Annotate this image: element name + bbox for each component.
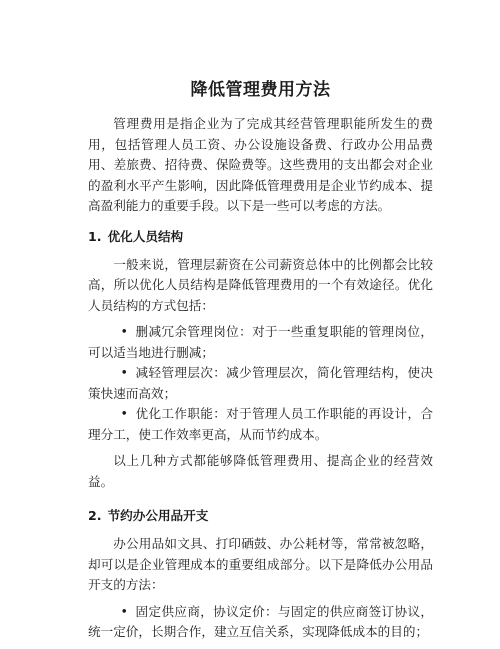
list-item-text: 删减冗余管理岗位：对于一些重复职能的管理岗位，可以适当地进行删减； <box>88 324 433 360</box>
section-1 <box>88 227 433 493</box>
list-item <box>88 322 433 363</box>
list-item <box>88 602 433 643</box>
bullet-icon: • <box>120 603 128 619</box>
bullet-list <box>88 602 433 643</box>
section-number: 2. <box>88 508 102 523</box>
bullet-icon: • <box>120 406 128 421</box>
section-paragraph: 办公用品如文具、打印硒鼓、办公耗材等，常常被忽略，却可以是企业管理成本的重要组成部分。以下是降低办公用品开支的方法： <box>88 536 433 592</box>
section-title: 优化人员结构 <box>107 228 184 244</box>
section-heading <box>88 227 433 247</box>
section-title: 节约办公用品开支 <box>107 508 209 523</box>
section-paragraph: 一般来说，管理层薪资在公司薪资总体中的比例都会比较高，所以优化人员结构是降低管理费用的一个有效途径。优化人员结构的方式包括： <box>88 256 433 313</box>
document-page <box>88 78 433 649</box>
intro-paragraph: 管理费用是指企业为了完成其经营管理职能所发生的费用，包括管理人员工资、办公设施设备费、行政办公用品费用、差旅费、招待费、保险费等。这些费用的支出都会对企业的盈利水平产生影响，因此降低管理费用是企业节约成本、提高盈利能力的重要手段。以下是一些可以考虑的方法。 <box>88 116 433 213</box>
list-item-text: 减轻管理层次：减少管理层次，简化管理结构，使决策快速而高效； <box>88 365 433 401</box>
bullet-icon: • <box>120 365 128 380</box>
section-2 <box>88 506 433 643</box>
list-item-text: 固定供应商，协议定价：与固定的供应商签订协议，统一定价，长期合作，建立互信关系，实现降低成本的目的； <box>88 603 433 639</box>
document-title: 降低管理费用方法 <box>190 80 331 100</box>
list-item-text: 优化工作职能：对于管理人员工作职能的再设计，合理分工，使工作效率更高，从而节约成本。 <box>88 406 433 442</box>
section-closing: 以上几种方式都能够降低管理费用、提高企业的经营效益。 <box>88 453 433 489</box>
section-heading <box>88 506 433 526</box>
bullet-list <box>88 322 433 445</box>
bullet-icon: • <box>120 324 128 339</box>
list-item <box>88 363 433 404</box>
section-number: 1. <box>88 228 102 244</box>
list-item <box>88 404 433 445</box>
